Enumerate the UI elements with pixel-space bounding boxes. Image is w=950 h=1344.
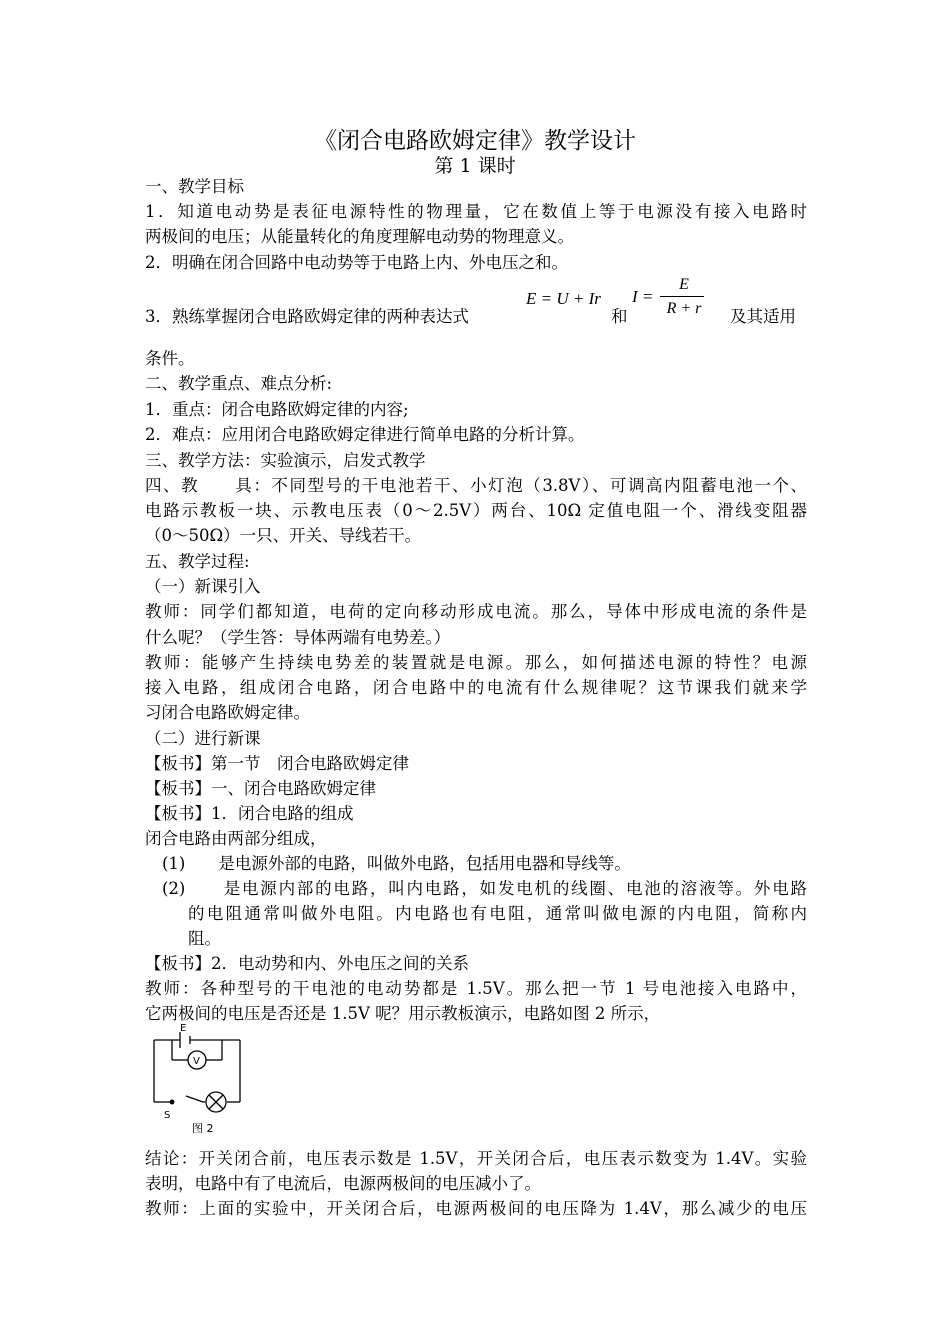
board-note: 【板书】2．电动势和内、外电压之间的关系 [145, 954, 469, 973]
paragraph-line: 两极间的电压；从能量转化的角度理解电动势的物理意义。 [145, 227, 574, 246]
paragraph-line: 1．知道电动势是表征电源特性的物理量，它在数值上等于电源没有接入电路时 [145, 202, 807, 221]
list-item: (2) 是电源内部的电路，叫内电路，如发电机的线圈、电池的溶液等。外电路 [162, 879, 807, 898]
formula-emf: E = U + Ir [526, 289, 601, 308]
paragraph-line: 接入电路，组成闭合电路，闭合电路中的电流有什么规律呢？这节课我们就来学 [145, 678, 807, 697]
list-item-continuation: 阻。 [188, 929, 221, 948]
paragraph-line: 及其适用 [730, 307, 796, 326]
paragraph-line: 教师：同学们都知道，电荷的定向移动形成电流。那么，导体中形成电流的条件是 [145, 602, 807, 621]
paragraph-line: 四、教 具：不同型号的干电池若干、小灯泡（3.8V）、可调高内阻蓄电池一个、 [145, 476, 807, 495]
board-note: 【板书】第一节 闭合电路欧姆定律 [145, 754, 409, 773]
formula-numerator: E [679, 276, 689, 293]
paragraph-line: 闭合电路由两部分组成， [145, 829, 327, 848]
figure-caption: 图 2 [192, 1122, 214, 1135]
paragraph-line: 表明，电路中有了电流后，电源两极间的电压减小了。 [145, 1174, 541, 1193]
paragraph-line: 教师：上面的实验中，开关闭合后，电源两极间的电压降为 1.4V，那么减少的电压 [145, 1199, 807, 1218]
document-title: 《闭合电路欧姆定律》教学设计 [314, 128, 636, 154]
formula-denominator: R + r [666, 300, 702, 317]
subsection-heading: （一）新课引入 [145, 577, 261, 596]
section-heading: 二、教学重点、难点分析: [145, 374, 333, 393]
board-note: 【板书】1．闭合电路的组成 [145, 804, 354, 823]
switch-label: S [164, 1110, 171, 1121]
paragraph-line: 1．重点：闭合电路欧姆定律的内容; [145, 400, 409, 419]
paragraph-line: 条件。 [145, 349, 195, 368]
section-heading: 三、教学方法：实验演示，启发式教学 [145, 451, 426, 470]
fraction-bar [660, 296, 704, 297]
paragraph-line: 习闭合电路欧姆定律。 [145, 703, 310, 722]
section-heading: 一、教学目标 [145, 177, 244, 196]
voltmeter-label: V [193, 1056, 200, 1067]
paragraph-line: 3．熟练掌握闭合电路欧姆定律的两种表达式 [145, 307, 469, 326]
paragraph-line: 结论：开关闭合前，电压表示数是 1.5V，开关闭合后，电压表示数变为 1.4V。实验 [145, 1149, 807, 1168]
list-item: (1) 是电源外部的电路，叫做外电路，包括用电器和导线等。 [162, 854, 631, 873]
paragraph-line: 什么呢？（学生答：导体两端有电势差。） [145, 628, 451, 647]
paragraph-line: （0～50Ω）一只、开关、导线若干。 [145, 526, 422, 545]
paragraph-line: 教师：能够产生持续电势差的装置就是电源。那么，如何描述电源的特性？电源 [145, 653, 807, 672]
paragraph-line: 它两极间的电压是否还是 1.5V 呢？用示教板演示，电路如图 2 所示， [145, 1004, 661, 1023]
section-heading: 五、教学过程: [145, 552, 250, 571]
paragraph-line: 2．明确在闭合回路中电动势等于电路上内、外电压之和。 [145, 253, 568, 272]
conjunction-text: 和 [611, 307, 628, 326]
paragraph-line: 2．难点：应用闭合电路欧姆定律进行简单电路的分析计算。 [145, 425, 585, 444]
formula-current-lhs: I = [632, 287, 654, 306]
document-subtitle: 第 1 课时 [434, 155, 516, 177]
paragraph-line: 教师：各种型号的干电池的电动势都是 1.5V。那么把一节 1 号电池接入电路中， [145, 979, 807, 998]
battery-label: E [180, 1023, 187, 1034]
subsection-heading: （二）进行新课 [145, 729, 261, 748]
board-note: 【板书】一、闭合电路欧姆定律 [145, 779, 376, 798]
paragraph-line: 电路示教板一块、示教电压表（0～2.5V）两台、10Ω 定值电阻一个、滑线变阻器 [145, 501, 807, 520]
circuit-diagram [148, 1020, 248, 1135]
list-item-continuation: 的电阻通常叫做外电阻。内电路也有电阻，通常叫做电源的内电阻，简称内 [188, 904, 807, 923]
